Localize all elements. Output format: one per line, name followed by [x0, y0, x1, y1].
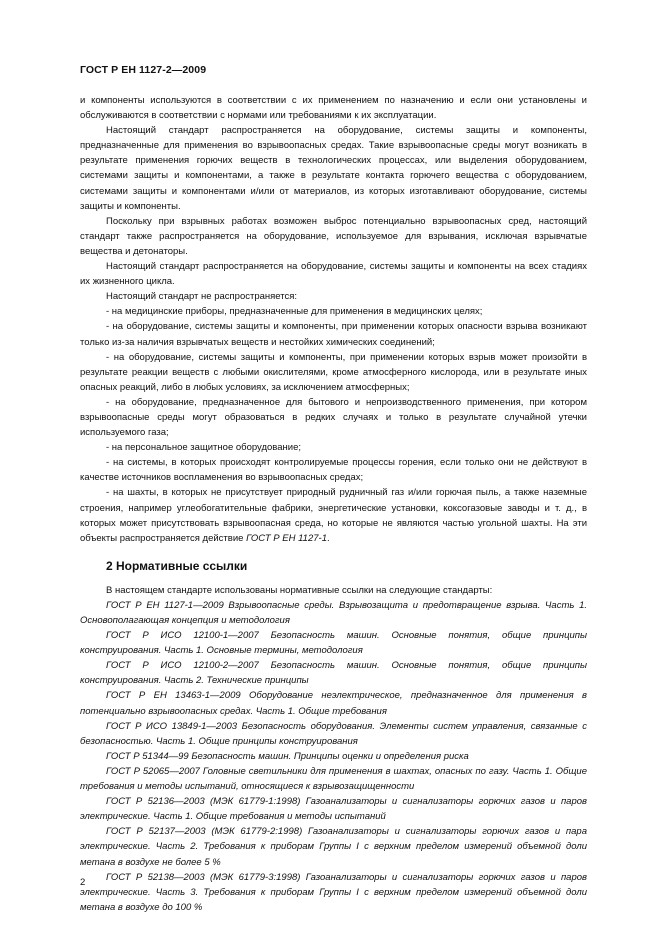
paragraph: Настоящий стандарт не распространяется:	[106, 291, 298, 303]
page-number: 2	[80, 877, 86, 888]
paragraph: Поскольку при взрывных работах возможен выброс потенциально взрывоопасных сред, настоящий стандарт также распространяется на оборудование, используемое для взрывания, исключая взрывчатые вещества и детонаторы.	[80, 215, 587, 257]
paragraph: и компоненты используются в соответствии с их применением по назначению и если они установлены и обслуживаются в соответствии с нормами или требованиями к их эксплуатации.	[80, 95, 587, 122]
reference-item: ГОСТ Р ЕН 1127-1—2009 Взрывоопасные среды. Взрывозащита и предотвращение взрыва. Часть 1. Основополагающая концепция и методология	[80, 599, 587, 626]
list-item: - на персональное защитное оборудование;	[106, 442, 302, 454]
document-header: ГОСТ Р ЕН 1127-2—2009	[80, 64, 207, 76]
section-heading: 2 Нормативные ссылки	[106, 558, 248, 573]
reference-item: ГОСТ Р 51344—99 Безопасность машин. Принципы оценки и определения риска	[106, 750, 469, 762]
list-item-mines	[80, 485, 587, 545]
reference-item: ГОСТ Р ИСО 12100-2—2007 Безопасность машин. Основные понятия, общие принципы конструирования. Часть 2. Технические принципы	[80, 660, 587, 687]
reference-item: ГОСТ Р ЕН 13463-1—2009 Оборудование неэлектрическое, предназначенное для применения в потенциально взрывоопасных средах. Часть 1. Общие требования	[80, 690, 587, 717]
list-item: - на оборудование, предназначенное для бытового и непроизводственного применения, при котором взрывоопасные среды могут образоваться в редких случаях и только в результате случайной утечки используемого газа;	[80, 396, 587, 439]
list-item: - на оборудование, системы защиты и компоненты, при применении которых взрыв может произойти в результате реакции веществ с любыми окислителями, кроме атмосферного кислорода, или в результате иных опасных реакций, либо в любых условиях, за исключением атмосферных;	[80, 351, 587, 393]
reference-item: ГОСТ Р ИСО 13849-1—2003 Безопасность оборудования. Элементы систем управления, связанные с безопасностью. Часть 1. Общие принципы конструирования	[80, 720, 587, 747]
list-item: - на медицинские приборы, предназначенные для применения в медицинских целях;	[106, 306, 483, 318]
list-item-end: .	[326, 532, 330, 544]
list-item: - на оборудование, системы защиты и компоненты, при применении которых опасности взрыва возникают только из-за наличия взрывчатых веществ и нестойких химических соединений;	[80, 321, 587, 348]
standard-reference: ГОСТ Р ЕН 1127-1	[246, 532, 327, 544]
reference-item: ГОСТ Р 52138—2003 (МЭК 61779-3:1998) Газоанализаторы и сигнализаторы горючих газов и паров электрические. Часть 3. Требования к приборам Группы I с верхним пределом измерений объемной доли метана в воздухе до 100 %	[80, 871, 587, 913]
reference-item: ГОСТ Р ИСО 12100-1—2007 Безопасность машин. Основные понятия, общие принципы конструирования. Часть 1. Основные термины, методология	[80, 630, 587, 657]
list-item-text: - на шахты, в которых не присутствует природный рудничный газ и/или горючая пыль, а также наземные строения, например углеобогатительные фабрики, энергетические установки, коксогазовые заводы и т. д., в которых может присутствовать взрывоопасная среда, но которые не являются частью угольной шахты. На эти объекты распространяется действие	[80, 487, 587, 544]
list-item: - на системы, в которых происходят контролируемые процессы горения, если только они не действуют в качестве источников воспламенения во взрывоопасных средах;	[80, 457, 587, 484]
reference-item: ГОСТ Р 52065—2007 Головные светильники для применения в шахтах, опасных по газу. Часть 1. Общие требования и методы испытаний, относящиеся к взрывозащищенности	[80, 765, 587, 793]
reference-item: ГОСТ Р 52137—2003 (МЭК 61779-2:1998) Газоанализаторы и сигнализаторы горючих газов и пара электрические. Часть 2. Требования к приборам Группы I с верхним пределом измерений объемной доли метана в воздухе не более 5 %	[80, 826, 587, 868]
main-content	[80, 93, 587, 915]
section-intro: В настоящем стандарте использованы нормативные ссылки на следующие стандарты:	[106, 584, 493, 596]
paragraph: Настоящий стандарт распространяется на оборудование, системы защиты и компоненты, предназначенные для применения во взрывоопасных средах. Такие взрывоопасные среды могут возникать в результате применения горючих веществ в технологических процессах, или выделения оборудованием, системами защиты и компонентами, а также в результате контакта горючего вещества с оборудованием, системами защиты и компонентами и/или от материалов, из которых изготавливают оборудование, системы защиты и компоненты.	[80, 125, 587, 212]
reference-item: ГОСТ Р 52136—2003 (МЭК 61779-1:1998) Газоанализаторы и сигнализаторы горючих газов и паров электрические. Часть 1. Общие требования и методы испытаний	[80, 796, 587, 823]
paragraph: Настоящий стандарт распространяется на оборудование, системы защиты и компоненты на всех стадиях их жизненного цикла.	[80, 261, 587, 288]
